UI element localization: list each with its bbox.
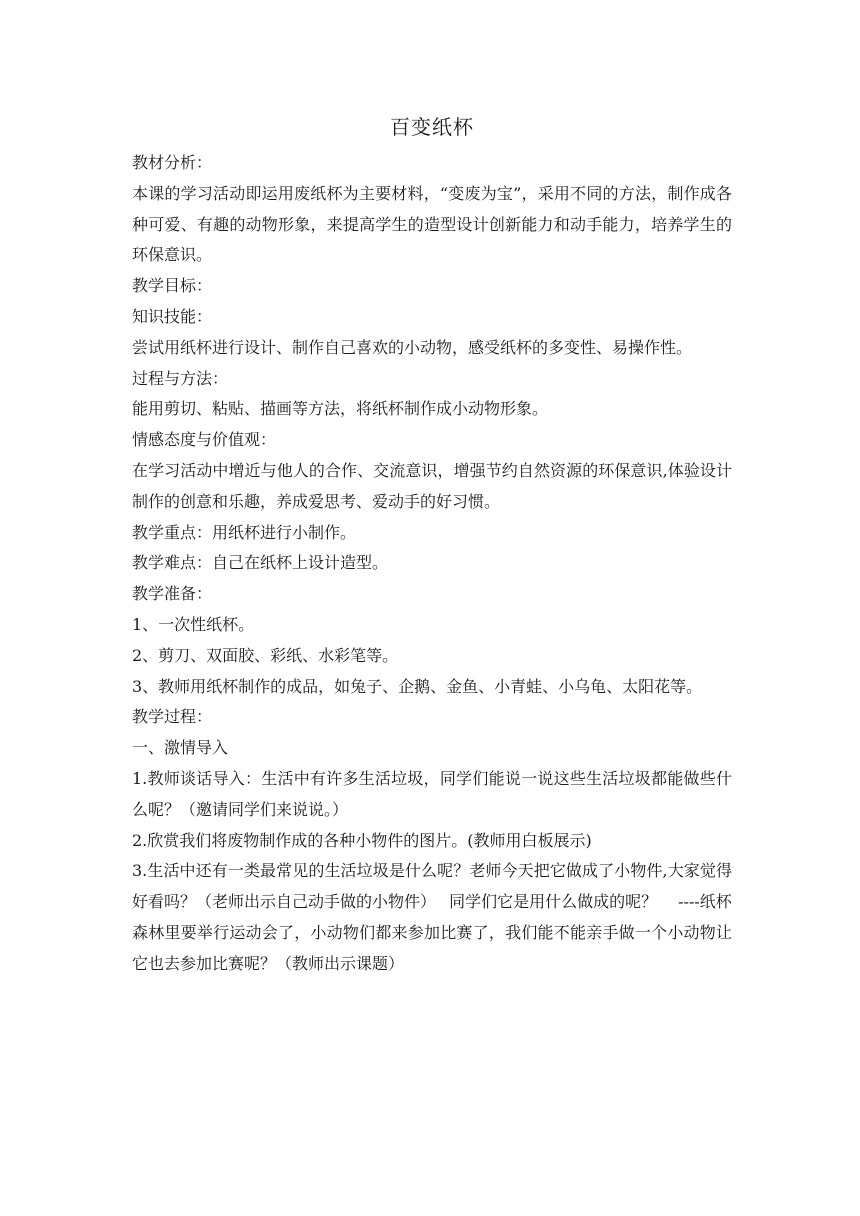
subheading-knowledge-skills: 知识技能： [132,306,213,326]
section-heading-preparation: 教学准备： [132,584,213,604]
section-heading-process: 教学过程： [132,707,213,727]
teaching-difficulty: 教学难点：自己在纸杯上设计造型。 [132,553,389,573]
teaching-key-point: 教学重点：用纸杯进行小制作。 [132,522,357,542]
paragraph-process-methods: 能用剪切、粘贴、描画等方法，将纸杯制作成小动物形象。 [132,399,549,419]
paragraph-step-1: 1.教师谈话导入：生活中有许多生活垃圾，同学们能说一说这些生活垃圾都能做些什么呢？（邀请同学们来说说。） [132,768,732,819]
paragraph-step-3: 3.生活中还有一类最常见的生活垃圾是什么呢？老师今天把它做成了小物件,大家觉得好看吗？（老师出示自己动手做的小物件） 同学们它是用什么做成的呢？ ----纸杯 [132,861,732,912]
document-page [132,108,732,980]
list-item: 1、一次性纸杯。 [132,614,255,634]
section-heading-objectives: 教学目标： [132,276,213,296]
paragraph-textbook-analysis: 本课的学习活动即运用废纸杯为主要材料，“变废为宝”，采用不同的方法，制作成各种可爱、有趣的动物形象，来提高学生的造型设计创新能力和动手能力，培养学生的环保意识。 [132,183,732,265]
list-item: 3、教师用纸杯制作的成品，如兔子、企鹅、金鱼、小青蛙、小乌龟、太阳花等。 [132,676,703,696]
document-title: 百变纸杯 [390,115,474,139]
paragraph-knowledge-skills: 尝试用纸杯进行设计、制作自己喜欢的小动物，感受纸杯的多变性、易操作性。 [132,337,693,357]
paragraph-attitude-values: 在学习活动中增近与他人的合作、交流意识，增强节约自然资源的环保意识,体验设计制作的创意和乐趣，养成爱思考、爱动手的好习惯。 [132,460,732,511]
subheading-attitude-values: 情感态度与价值观： [132,430,277,450]
subheading-introduction: 一、激情导入 [132,738,229,758]
section-heading-textbook-analysis: 教材分析： [132,153,213,172]
paragraph-story-intro: 森林里要举行运动会了，小动物们都来参加比赛了，我们能不能亲手做一个小动物让它也去参加比赛呢？（教师出示课题） [132,922,732,973]
paragraph-step-2: 2.欣赏我们将废物制作成的各种小物件的图片。(教师用白板展示) [132,830,592,850]
list-item: 2、剪刀、双面胶、彩纸、水彩笔等。 [132,645,399,665]
subheading-process-methods: 过程与方法： [132,368,229,388]
